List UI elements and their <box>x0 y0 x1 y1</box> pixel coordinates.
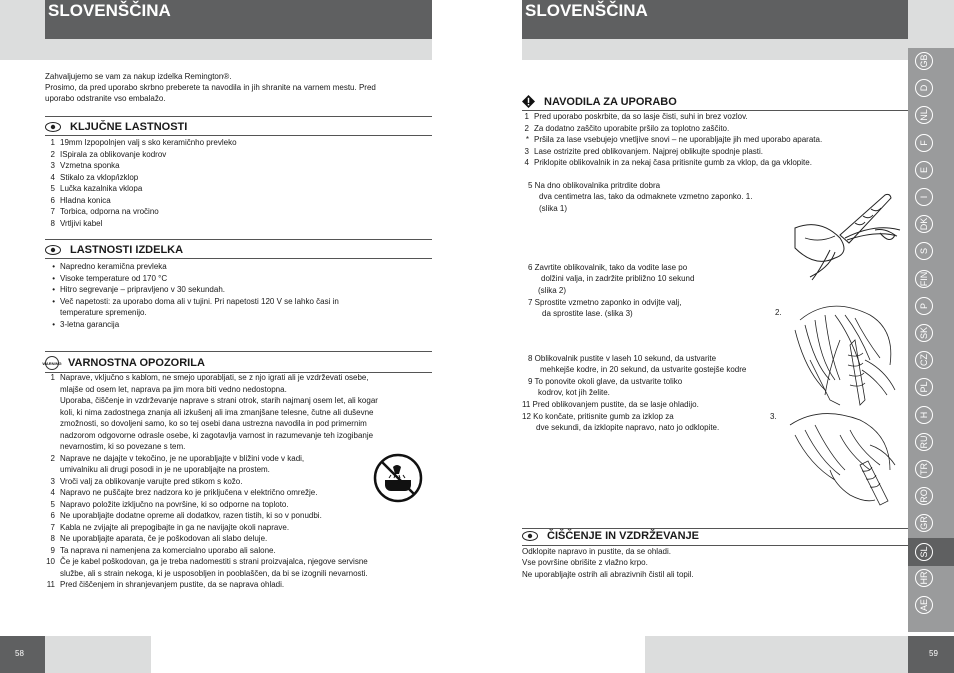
figure-3-label: 3. <box>770 412 777 421</box>
list-item-number <box>42 384 60 396</box>
list-item <box>516 111 906 123</box>
list-item-text: mlajše od osem let, naprava pa jim mora biti vedno nedostopna. <box>60 384 287 394</box>
list-item-number: * <box>525 135 529 144</box>
intro-line: uporabo odstranite vso embalažo. <box>45 94 166 103</box>
language-tab-f[interactable] <box>915 134 933 152</box>
list-item <box>42 319 432 331</box>
list-item-number: 2 <box>50 453 55 463</box>
list-item-text: Napravo ne puščajte brez nadzora ko je priključena v električno omrežje. <box>60 488 318 497</box>
list-item <box>42 307 432 319</box>
list-item <box>42 441 437 453</box>
list-item-number: 5 <box>50 499 55 509</box>
language-tab-label: FIN <box>919 271 929 286</box>
list-item-text: Napredno keramična prevleka <box>60 262 167 271</box>
list-item-number <box>42 395 60 407</box>
step-11: 11 Pred oblikovanjem pustite, da se lasje ohladijo. <box>522 400 699 409</box>
language-tab-label: S <box>919 248 929 255</box>
step-12: 12 Ko končate, pritisnite gumb za izklop za dve sekundi, da izklopite napravo, nato jo odklopite. <box>522 412 720 433</box>
list-item-number: 1 <box>50 373 55 382</box>
list-item-text: Če je kabel poškodovan, ga je treba nadomestiti s strani proizvajalca, njegove servisne <box>60 557 368 566</box>
left-page-title: SLOVENŠČINA <box>45 0 432 39</box>
list-item-text: Pred čiščenjem in shranjevanjem pustite, da se naprava ohladi. <box>60 580 285 589</box>
language-tab-label: DK <box>919 217 929 231</box>
key-features-list <box>42 137 432 229</box>
list-item-text: nadzorom odgovorne odrasle osebe, ki zagotavlja varnost in razumevanje teh izogibanje <box>60 430 374 440</box>
list-item <box>42 160 432 172</box>
right-page-title: SLOVENŠČINA <box>522 0 908 39</box>
cleaning-text: Odklopite napravo in pustite, da se ohladi. Vse površine obrišite z vlažno krpo. Ne uporabljajte ostrih ali abrazivnih čistil ali topil. <box>522 547 694 579</box>
list-item-number: • <box>52 285 55 294</box>
language-tab-ru[interactable] <box>915 433 933 451</box>
section-title: ČIŠČENJE IN VZDRŽEVANJE <box>547 530 699 542</box>
list-item <box>516 123 906 135</box>
figure-1-illustration <box>785 190 905 285</box>
list-item <box>42 284 432 296</box>
intro-line: Prosimo, da pred uporabo skrbno preberete ta navodila in jih shranite na varnem mestu. Pred <box>45 83 376 92</box>
list-item-number: 3 <box>524 146 529 156</box>
list-item <box>42 579 437 591</box>
language-tab-label: CZ <box>919 354 929 367</box>
list-item-text: Hladna konica <box>60 195 111 205</box>
divider <box>522 528 908 529</box>
list-item-number: 7 <box>50 207 55 216</box>
list-item <box>42 372 437 384</box>
list-item-text: Vzmetna sponka <box>60 161 120 170</box>
divider <box>45 239 432 240</box>
language-tab-label: NL <box>919 109 929 122</box>
figure-2-illustration <box>780 300 905 410</box>
list-item <box>42 273 432 285</box>
list-item <box>42 261 432 273</box>
list-item <box>42 137 432 149</box>
language-tab-tr[interactable] <box>915 460 933 478</box>
step-7: 7 Sprostite vzmetno zaponko in odvijte valj, da sprostite lase. (slika 3) <box>528 298 682 319</box>
list-item <box>516 146 906 158</box>
list-item-number: 5 <box>50 184 55 193</box>
list-item <box>42 206 432 218</box>
list-item-number: 9 <box>50 545 55 555</box>
list-item-number: • <box>52 262 55 271</box>
language-tab-label: AE <box>919 598 929 612</box>
list-item <box>42 568 437 580</box>
list-item-text: Za dodatno zaščito uporabite pršilo za toplotno zaščito. <box>534 123 730 133</box>
language-tab-label: E <box>919 166 929 173</box>
instructions-list <box>516 111 906 169</box>
list-item-number: 1 <box>50 138 55 147</box>
right-page-number: 59 <box>908 636 954 673</box>
step-6: 6 Zavrtite oblikovalnik, tako da vodite lase po dolžini valja, in zadržite približno 10 sekund (slika 2) <box>528 263 695 295</box>
language-tab-gb[interactable] <box>915 52 933 70</box>
language-tab-sk[interactable] <box>915 324 933 342</box>
step-5: 5 Na dno oblikovalnika pritrdite dobra dva centimetra las, tako da odmaknete vzmetno zaponko. 1. (slika 1) <box>528 181 753 213</box>
list-item-text: nevarnostim, ki so povezane s tem. <box>60 442 186 451</box>
divider <box>45 116 432 117</box>
instructions-heading <box>522 95 677 108</box>
eye-icon <box>45 245 61 255</box>
list-item <box>42 183 432 195</box>
list-item-number <box>42 418 60 430</box>
product-features-heading <box>45 244 183 256</box>
list-item-text: Ne uporabljajte aparata, če je poškodovan ali slabo deluje. <box>60 534 268 543</box>
list-item-number: 1 <box>524 112 529 121</box>
list-item-number: • <box>52 319 55 329</box>
list-item-number: • <box>52 273 55 283</box>
divider <box>45 135 432 136</box>
eye-icon <box>522 531 538 541</box>
language-tab-label: GB <box>919 54 929 68</box>
list-item <box>42 430 437 442</box>
list-item-text: koli, ki nima zadostnega znanja ali izkušenj ali ima zmanjšane telesne, čutne ali duševne <box>60 407 374 417</box>
language-tab-e[interactable] <box>915 161 933 179</box>
language-tab-label: HR <box>919 571 929 585</box>
list-item-number: 8 <box>50 218 55 228</box>
figure-3-illustration <box>780 405 905 510</box>
list-item <box>42 218 432 230</box>
language-tab-sl[interactable] <box>915 543 933 561</box>
list-item-number: 6 <box>50 511 55 520</box>
language-tab-h[interactable] <box>915 406 933 424</box>
list-item-text: Naprave ne dajajte v tekočino, je ne uporabljajte v bližini vode v kadi, <box>60 453 305 463</box>
list-item-number: 4 <box>50 488 55 497</box>
list-item-number: 2 <box>50 149 55 159</box>
section-title: VARNOSTNA OPOZORILA <box>68 357 205 369</box>
list-item-number <box>42 407 60 419</box>
list-item-text: službe, ali s strain nekoga, ki je usposobljen in pooblaščen, da bi se izognili nevarnosti. <box>60 568 368 578</box>
list-item-text: Priklopite oblikovalnik in za nekaj časa pritisnite gumb za vklop, da ga vklopite. <box>534 158 812 167</box>
list-item <box>42 195 432 207</box>
intro-text <box>45 71 435 104</box>
list-item-number: 3 <box>50 161 55 170</box>
list-item-number: 7 <box>50 522 55 532</box>
language-tab-label: PL <box>919 381 929 393</box>
list-item-text: Hitro segrevanje – pripravljeno v 30 sekundah. <box>60 285 225 294</box>
list-item-number: 6 <box>50 195 55 205</box>
list-item <box>42 545 437 557</box>
list-item-number <box>42 464 60 476</box>
language-tab-i[interactable] <box>915 188 933 206</box>
list-item-number: 2 <box>524 123 529 133</box>
no-water-bathtub-icon <box>373 453 423 503</box>
list-item-text: ISpirala za oblikovanje kodrov <box>60 149 167 159</box>
intro-line: Zahvaljujemo se vam za nakup izdelka Remington®. <box>45 72 232 81</box>
language-tab-label: I <box>919 195 929 199</box>
language-tab-label: D <box>919 84 929 92</box>
list-item-text: Pršila za lase vsebujejo vnetljive snovi – ne uporabljajte jih med uporabo aparata. <box>534 135 823 144</box>
language-tab-label: RU <box>919 435 929 449</box>
exclamation-icon <box>522 95 535 108</box>
list-item-number: 8 <box>50 534 55 543</box>
figure-2-label: 2. <box>775 308 782 317</box>
list-item-text: Ne uporabljajte dodatne opreme ali dodatkov, razen tistih, ki so v ponudbi. <box>60 511 322 520</box>
language-tab-fin[interactable] <box>915 270 933 288</box>
list-item-text: Torbica, odporna na vročino <box>60 207 159 216</box>
list-item <box>42 407 437 419</box>
list-item-text: 19mm Izpopolnjen valj s sko keramičnho prevleko <box>60 138 237 147</box>
list-item-number <box>42 307 60 319</box>
divider <box>45 258 432 259</box>
divider <box>45 351 432 352</box>
list-item-number <box>42 430 60 442</box>
list-item-text: Pred uporabo poskrbite, da so lasje čisti, suhi in brez vozlov. <box>534 112 748 121</box>
step-8: 8 Oblikovalnik pustite v laseh 10 sekund, da ustvarite mehkejše kodre, in 20 sekund, da ustvarite gostejše kodre <box>528 354 747 375</box>
language-tab-label: GR <box>919 516 929 531</box>
language-tab-label: H <box>919 411 929 418</box>
section-title: NAVODILA ZA UPORABO <box>544 95 677 108</box>
list-item-number: 10 <box>46 557 55 566</box>
list-item-text: Stikalo za vklop/izklop <box>60 172 139 182</box>
list-item <box>516 157 906 169</box>
list-item-number: 4 <box>50 172 55 182</box>
list-item-text: Več napetosti: za uporabo doma ali v tujini. Pri napetosti 120 V se lahko časi in <box>60 296 339 306</box>
list-item-text: Ta naprava ni namenjena za komercialno uporabo ali salone. <box>60 545 276 555</box>
list-item <box>42 522 437 534</box>
list-item <box>42 296 432 308</box>
list-item-number <box>42 441 60 453</box>
list-item-text: Lučka kazalnika vklopa <box>60 184 143 193</box>
language-tab-label: SL <box>919 546 929 558</box>
list-item <box>42 384 437 396</box>
list-item-text: umivalniku ali drugi posodi in je ne uporabljajte na prostem. <box>60 465 270 474</box>
list-item-number: 11 <box>46 580 55 589</box>
list-item-text: Vrtljivi kabel <box>60 218 103 228</box>
key-features-heading <box>45 121 187 133</box>
list-item-text: Naprave, vključno s kablom, ne smejo uporabljati, se z njo igrati ali je vzdrževati osebe, <box>60 373 369 382</box>
product-features-list <box>42 261 432 330</box>
list-item-number: • <box>52 296 55 306</box>
list-item <box>516 134 906 146</box>
list-item-text: Napravo položite izključno na površine, ki so odporne na toploto. <box>60 499 289 509</box>
warning-icon: WARNING <box>45 356 59 370</box>
language-tab-label: SK <box>919 326 929 340</box>
safety-heading <box>42 356 205 370</box>
section-title: KLJUČNE LASTNOSTI <box>70 121 188 133</box>
list-item-text: Vroči valj za oblikovanje varujte pred stikom s kožo. <box>60 476 243 486</box>
list-item <box>42 418 437 430</box>
list-item-number: 4 <box>524 158 529 167</box>
list-item-number: 3 <box>50 476 55 486</box>
language-tab-label: P <box>919 302 929 309</box>
list-item-text: Uporaba, čiščenje in vzdrževanje naprave s strani otrok, starih najmanj osem let, ali kogar <box>60 396 378 405</box>
language-tab-label: TR <box>919 463 929 475</box>
cleaning-heading <box>522 530 699 542</box>
eye-icon <box>45 122 61 132</box>
list-item-text: Visoke temperature od 170 °C <box>60 273 168 283</box>
list-item-text: zmožnosti, so dovoljeni samo, ko so tej osebi dana ustrezna navodila in pod primernim <box>60 419 367 428</box>
language-tab-label: F <box>919 139 929 146</box>
language-tab-hr[interactable] <box>915 569 933 587</box>
language-tab-label: RO <box>919 489 929 503</box>
list-item <box>42 533 437 545</box>
list-item-text: 3-letna garancija <box>60 319 120 329</box>
list-item <box>42 556 437 568</box>
list-item <box>42 149 432 161</box>
language-tab-ae[interactable] <box>915 596 933 614</box>
list-item <box>42 395 437 407</box>
list-item-text: temperature spremenijo. <box>60 308 147 317</box>
step-9: 9 To ponovite okoli glave, da ustvarite toliko kodrov, kot jih želite. <box>528 377 683 398</box>
list-item-number <box>42 568 60 580</box>
list-item <box>42 172 432 184</box>
list-item-text: Kabla ne zvijajte ali prepogibajte in ga ne navijajte okoli naprave. <box>60 522 290 532</box>
list-item <box>42 510 437 522</box>
language-tab-p[interactable] <box>915 297 933 315</box>
section-title: LASTNOSTI IZDELKA <box>70 244 184 256</box>
left-page-number: 58 <box>0 636 45 673</box>
list-item-text: Lase ostrizite pred oblikovanjem. Najprej oblikujte spodnje plasti. <box>534 146 764 156</box>
